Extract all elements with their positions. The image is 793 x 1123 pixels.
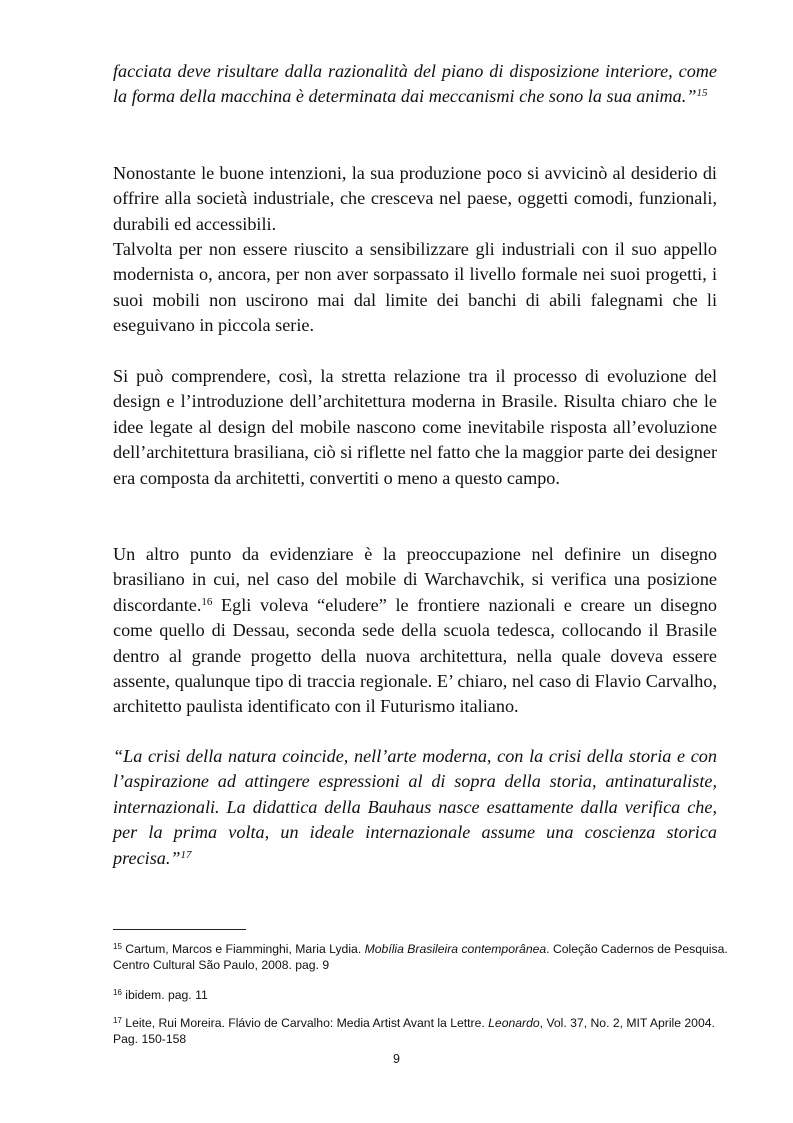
footnote-ref-15[interactable]: 15 — [696, 87, 708, 100]
footnote-17 — [113, 1015, 733, 1047]
paragraph-architecture-relation: Si può comprendere, così, la stretta relazione tra il processo di evoluzione del design e l’introduzione dell’architettura moderna in Brasile. Risulta chiaro che le idee legate al design del mobile nascono come inevitabile risposta all’evoluzione dell’architettura brasiliana, ciò si riflette nel fatto che la maggior parte dei designer era composta da architetti, convertiti o meno a questo campo. — [113, 366, 717, 488]
footnote-text-a: Cartum, Marcos e Fiamminghi, Maria Lydia. — [121, 942, 365, 956]
footnote-number: 16 — [113, 988, 122, 997]
footnote-ref-16[interactable]: 16 — [201, 595, 213, 608]
page-number: 9 — [393, 1052, 400, 1066]
footnote-separator — [113, 929, 246, 930]
footnote-ref-17[interactable]: 17 — [180, 848, 192, 861]
footnote-number: 17 — [113, 1016, 122, 1025]
footnote-text-a: ibidem. pag. 11 — [121, 988, 208, 1002]
footnote-text-b: . Coleção Cadernos de Pesquisa. Centro Cultural São Paulo, 2008. pag. 9 — [113, 942, 728, 972]
footnote-15 — [113, 941, 733, 973]
quote-warchavchik — [113, 59, 717, 110]
footnote-text-a: Leite, Rui Moreira. Flávio de Carvalho: Media Artist Avant la Lettre. — [121, 1016, 489, 1030]
footnote-title: Mobília Brasileira contemporânea — [364, 942, 547, 956]
paragraph-modernist-appeal: Talvolta per non essere riuscito a sensibilizzare gli industriali con il suo appello modernista o, ancora, per non aver sorpassato il livello formale nei suoi progetti, i suoi mobili non uscirono mai dal limite dei banchi di abili falegnami che li eseguivano in piccola serie. — [113, 239, 717, 336]
footnote-journal: Leonardo — [488, 1016, 540, 1030]
paragraph-intentions: Nonostante le buone intenzioni, la sua produzione poco si avvicinò al desiderio di offrire alla società industriale, che cresceva nel paese, oggetti comodi, funzionali, durabili ed accessibili. — [113, 163, 717, 234]
quote-bauhaus — [113, 744, 717, 871]
footnote-text-b: , Vol. 37, No. 2, MIT Aprile 2004. Pag. 150-158 — [113, 1016, 715, 1046]
footnote-number: 15 — [113, 942, 122, 951]
quote-text: facciata deve risultare dalla razionalità del piano di disposizione interiore, come la forma della macchina è determinata dai meccanismi che sono la sua anima.” — [113, 61, 717, 107]
footnote-16 — [113, 987, 733, 1003]
paragraph-text-a: Un altro punto da evidenziare è la preoccupazione nel definire un disegno brasiliano in cui, nel caso del mobile di Warchavchik, si verifica una posizione discordante. — [113, 544, 717, 615]
quote-text: “La crisi della natura coincide, nell’arte moderna, con la crisi della storia e con l’aspirazione ad attingere espressioni al di sopra della storia, antinaturaliste, internazionali. La didattica della Bauhaus nasce esattamente dalla verifica che, per la prima volta, un ideale internazionale assume una coscienza storica precisa.” — [113, 746, 717, 868]
paragraph-brazilian-design — [113, 542, 717, 720]
paragraph-text-b: Egli voleva “eludere” le frontiere nazionali e creare un disegno come quello di Dessau, seconda sede della scuola tedesca, collocando il Brasile dentro al grande progetto della nuova architettura, nella quale doveva essere assente, qualunque tipo di traccia regionale. E’ chiaro, nel caso di Flavio Carvalho, architetto paulista identificato con il Futurismo italiano. — [113, 594, 717, 717]
